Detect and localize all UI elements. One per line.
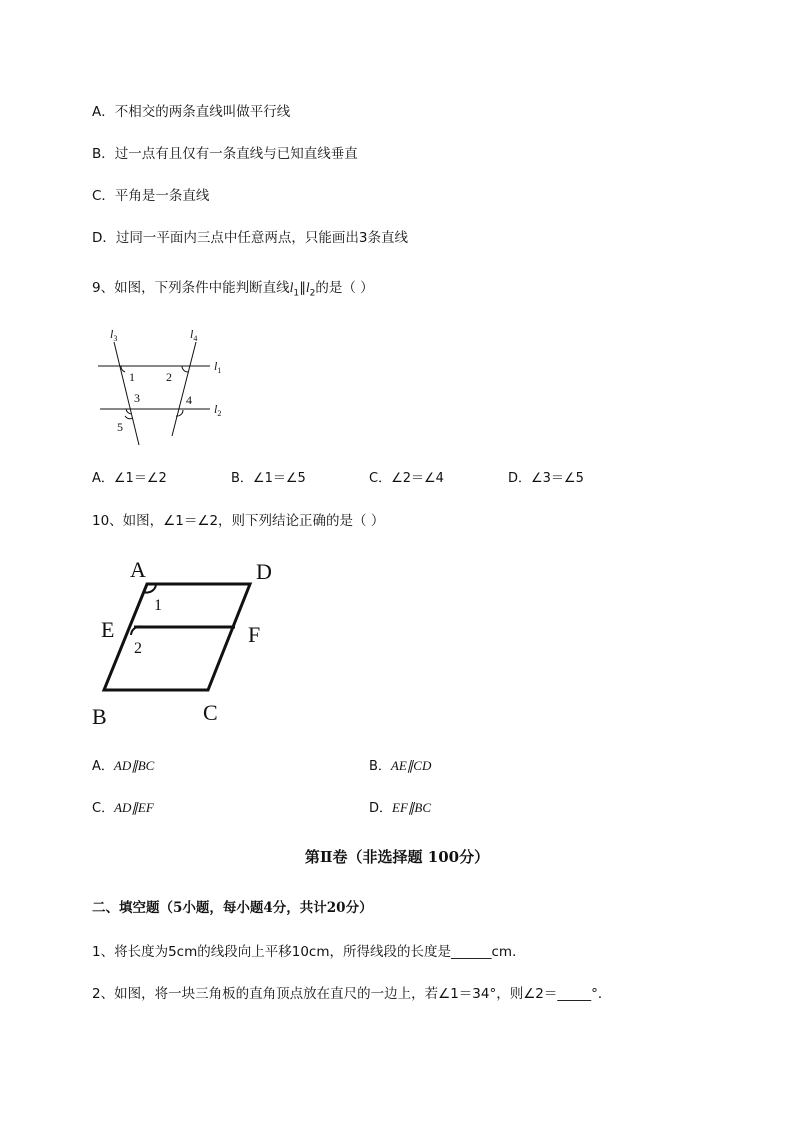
q9-option-c: C．∠2＝∠4	[369, 471, 444, 486]
q9-label-l2: $l_2$	[214, 402, 222, 418]
q9-angle-1: 1	[129, 370, 135, 384]
q8-option-c: C．平角是一条直线	[92, 188, 210, 204]
q9-label-l1: $l_1$	[214, 359, 222, 375]
q10-label-d: D	[256, 559, 272, 584]
q10-label-e: E	[101, 617, 115, 642]
q10-option-a: A．AD∥BC	[92, 758, 155, 774]
fill-question-1: 1、将长度为5cm的线段向上平移10cm，所得线段的长度是______cm．	[92, 944, 526, 960]
q8-option-b: B．过一点有且仅有一条直线与已知直线垂直	[92, 146, 358, 162]
q9-line-l4	[172, 342, 196, 436]
q10-parallelogram	[104, 584, 250, 690]
q9-figure	[92, 320, 242, 448]
q9-label-l4: $l_4$	[190, 327, 198, 343]
q10-option-b: B．AE∥CD	[369, 758, 432, 774]
q9-angle-5: 5	[117, 420, 123, 434]
q9-angle-2: 2	[166, 370, 172, 384]
q10-stem: 10、如图，∠1＝∠2，则下列结论正确的是（ ）	[92, 513, 385, 529]
q9-l2: l	[305, 280, 310, 295]
q9-option-a: A．∠1＝∠2	[92, 471, 167, 486]
q10-label-b: B	[92, 704, 107, 729]
q10-label-c: C	[203, 700, 218, 725]
q9-stem-suffix: 的是（ ）	[315, 280, 374, 296]
q8-option-d: D．过同一平面内三点中任意两点，只能画出3条直线	[92, 230, 408, 246]
part2-heading: 二、填空题（5小题，每小题4分，共计20分）	[92, 900, 373, 916]
q10-option-d: D．EF∥BC	[369, 800, 432, 816]
q9-arc-2	[182, 366, 188, 372]
section-title: 第Ⅱ卷（非选择题 100分）	[304, 848, 490, 866]
q10-figure	[88, 552, 288, 732]
q8-option-a: A．不相交的两条直线叫做平行线	[92, 104, 291, 120]
q9-option-b: B．∠1＝∠5	[231, 471, 306, 486]
q9-l2-sub: 2	[309, 288, 316, 299]
q9-l1-sub: 1	[293, 288, 300, 299]
q9-stem-prefix: 9、如图，下列条件中能判断直线	[92, 280, 290, 296]
q10-angle-1: 1	[154, 597, 162, 614]
q10-label-f: F	[248, 622, 261, 647]
q10-option-c: C．AD∥EF	[92, 800, 154, 816]
q9-angle-4: 4	[186, 393, 192, 407]
q10-angle-2: 2	[134, 640, 142, 657]
q9-arc-1	[121, 366, 125, 372]
q9-label-l3: $l_3$	[110, 327, 118, 343]
fill-question-2: 2、如图，将一块三角板的直角顶点放在直尺的一边上，若∠1＝34°，则∠2＝_____°．	[92, 986, 612, 1002]
q9-l1: l	[289, 280, 294, 295]
q9-parallel: ∥	[299, 280, 306, 296]
q9-stem	[92, 276, 374, 299]
q9-option-d: D．∠3＝∠5	[508, 471, 584, 486]
q9-angle-3: 3	[134, 391, 140, 405]
q10-label-a: A	[130, 557, 146, 582]
